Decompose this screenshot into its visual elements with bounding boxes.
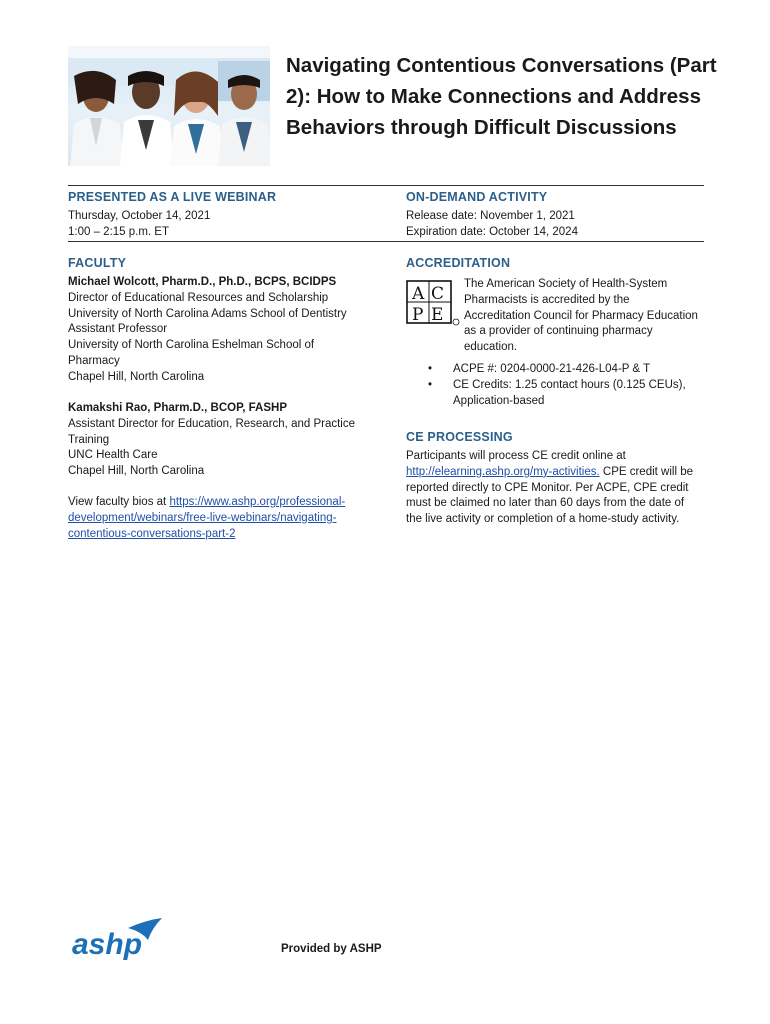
ce-activities-link[interactable]: http://elearning.ashp.org/my-activities. bbox=[406, 465, 600, 478]
hero-photo bbox=[68, 46, 270, 166]
faculty-line: UNC Health Care bbox=[68, 449, 158, 462]
faculty-line: Chapel Hill, North Carolina bbox=[68, 465, 205, 478]
ashp-logo-text: ashp bbox=[72, 928, 143, 961]
section-divider bbox=[68, 241, 704, 242]
faculty-name: Kamakshi Rao, Pharm.D., BCOP, FASHP bbox=[68, 402, 287, 414]
faculty-line: Chapel Hill, North Carolina bbox=[68, 370, 205, 383]
list-item: • ACPE #: 0204-0000-21-426-L04-P & T bbox=[406, 362, 706, 378]
list-item-text: Application-based bbox=[453, 394, 545, 407]
group-of-pharmacists-icon bbox=[68, 46, 270, 166]
accreditation-line: as a provider of continuing pharmacy bbox=[464, 325, 653, 338]
page-title: Navigating Contentious Conversations (Part 2): How to Make Connections and Address Behaviors through Difficult Discussions bbox=[286, 54, 717, 139]
faculty-name: Michael Wolcott, Pharm.D., Ph.D., BCPS, BCIDPS bbox=[68, 276, 337, 288]
faculty-line: Pharmacy bbox=[68, 354, 120, 367]
faculty-line: Director of Educational Resources and Scholarship bbox=[68, 291, 329, 304]
accreditation-line: Accreditation Council for Pharmacy Education bbox=[464, 309, 698, 322]
live-webinar-heading: PRESENTED AS A LIVE WEBINAR bbox=[68, 190, 277, 204]
acpe-letter: E bbox=[431, 305, 444, 325]
live-webinar-details bbox=[68, 209, 368, 241]
faculty-bios-link[interactable]: https://www.ashp.org/professional- bbox=[169, 496, 346, 508]
faculty-bios bbox=[68, 495, 368, 542]
list-item-continuation bbox=[406, 394, 706, 410]
list-item: • CE Credits: 1.25 contact hours (0.125 CEUs), bbox=[406, 378, 706, 394]
on-demand-heading: ON-DEMAND ACTIVITY bbox=[406, 190, 548, 204]
ce-processing-text bbox=[406, 449, 716, 528]
expiration-date: Expiration date: October 14, 2024 bbox=[406, 225, 578, 238]
faculty-line: University of North Carolina Adams School of Dentistry bbox=[68, 307, 347, 320]
ce-line-tail: CPE credit will be bbox=[599, 465, 693, 478]
accreditation-line: Pharmacists is accredited by the bbox=[464, 293, 630, 306]
ce-line: the live activity or completion of a home-study activity. bbox=[406, 513, 680, 526]
title-divider bbox=[68, 185, 704, 186]
faculty-bios-link[interactable]: development/webinars/free-live-webinars/navigating- bbox=[68, 511, 337, 524]
provided-by: Provided by ASHP bbox=[281, 943, 382, 955]
accreditation-statement bbox=[464, 277, 714, 356]
live-time: 1:00 – 2:15 p.m. ET bbox=[68, 225, 170, 238]
accreditation-line: The American Society of Health-System bbox=[464, 278, 668, 290]
accreditation-bullets bbox=[406, 362, 706, 409]
bios-prefix: View faculty bios at bbox=[68, 496, 170, 508]
acpe-letter: A bbox=[412, 284, 425, 304]
faculty-heading: FACULTY bbox=[68, 256, 127, 270]
release-date: Release date: November 1, 2021 bbox=[406, 210, 575, 222]
ashp-logo-icon bbox=[72, 918, 164, 964]
faculty-line: Training bbox=[68, 433, 110, 446]
live-date: Thursday, October 14, 2021 bbox=[68, 210, 211, 222]
faculty-member-1 bbox=[68, 275, 368, 386]
accreditation-heading: ACCREDITATION bbox=[406, 256, 511, 270]
ce-processing-heading: CE PROCESSING bbox=[406, 430, 513, 444]
faculty-member-2 bbox=[68, 401, 368, 480]
acpe-logo-icon bbox=[406, 280, 460, 326]
ce-line: Participants will process CE credit online at bbox=[406, 450, 626, 462]
acpe-logo bbox=[406, 280, 460, 326]
ce-line: must be claimed no later than 60 days from the date of bbox=[406, 497, 685, 510]
ashp-logo bbox=[72, 918, 164, 964]
acpe-letter: P bbox=[412, 305, 424, 325]
accreditation-line: education. bbox=[464, 341, 518, 354]
faculty-line: University of North Carolina Eshelman School of bbox=[68, 339, 315, 352]
faculty-bios-link[interactable]: contentious-conversations-part-2 bbox=[68, 527, 236, 540]
acpe-letter: C bbox=[431, 284, 445, 304]
ce-line: reported directly to CPE Monitor. Per ACPE, CPE credit bbox=[406, 481, 689, 494]
faculty-line: Assistant Director for Education, Research, and Practice bbox=[68, 417, 355, 430]
on-demand-details bbox=[406, 209, 706, 241]
faculty-line: Assistant Professor bbox=[68, 323, 168, 336]
